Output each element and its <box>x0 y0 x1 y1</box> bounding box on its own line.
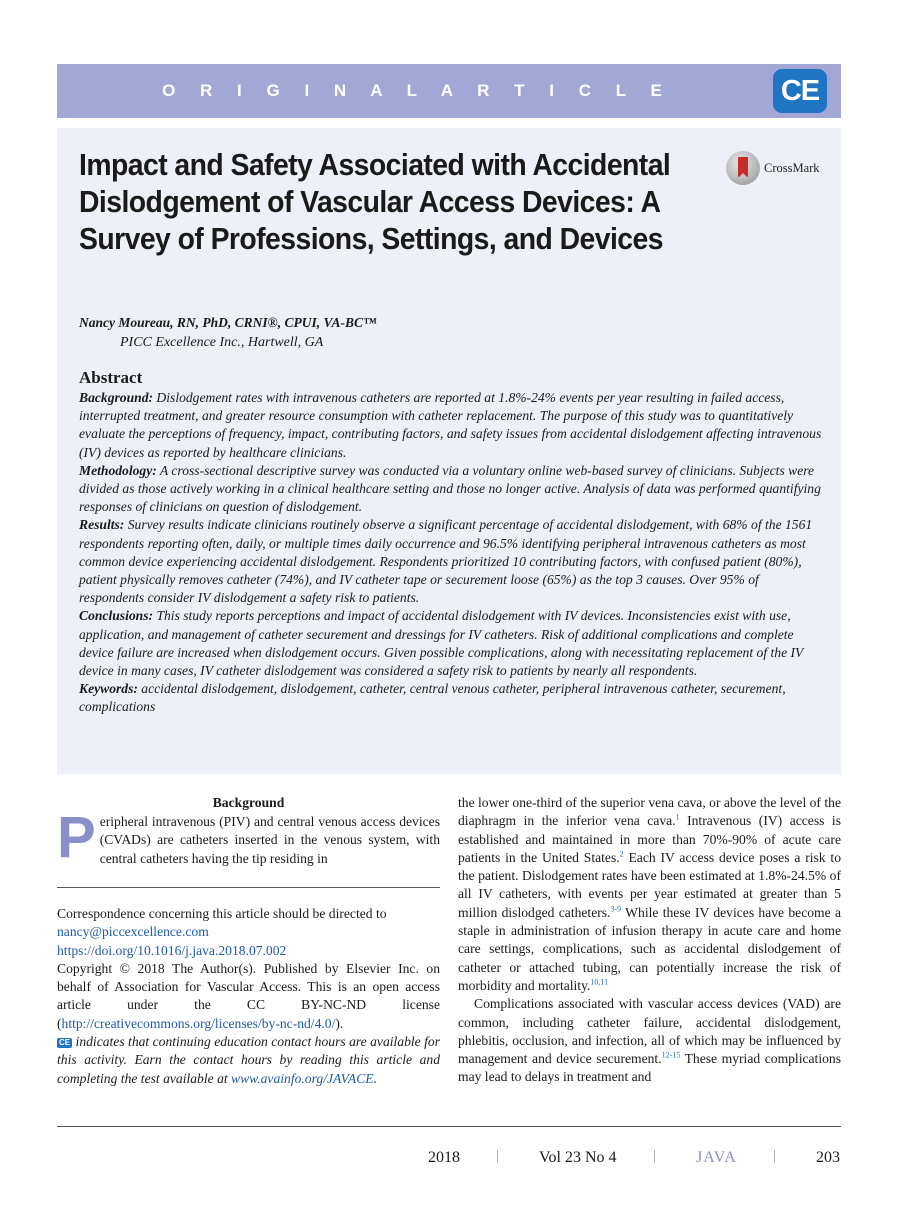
abstract-background-label: Background: <box>79 390 154 405</box>
abstract-methodology <box>79 462 825 517</box>
copyright-notice <box>57 960 440 1033</box>
ce-test-link[interactable]: www.avainfo.org/JAVACE <box>231 1070 374 1086</box>
body-text: Intravenous (IV) access is established and maintained in more than 70%-90% of acute care patients in the United States. <box>458 813 841 865</box>
abstract-conclusions-label: Conclusions: <box>79 608 154 624</box>
author-email-link[interactable]: nancy@piccexcellence.com <box>57 924 209 940</box>
section-label: O R I G I N A L A R T I C L E <box>162 81 672 100</box>
abstract-background <box>79 389 825 462</box>
section-banner <box>57 64 841 118</box>
reference-link[interactable]: 3-9 <box>610 904 622 914</box>
footnote-divider <box>57 887 440 888</box>
abstract-body <box>79 389 825 717</box>
author-name: Nancy Moureau, RN, PhD, CRNI®, CPUI, VA-BC™ <box>79 315 377 330</box>
reference-link[interactable]: 2 <box>619 849 624 859</box>
body-paragraph-1-text: eripheral intravenous (PIV) and central venous access devices (CVADs) are catheters inserted in the venous system, with central catheters having the tip residing in <box>99 814 440 866</box>
page-number: 203 <box>816 1149 840 1166</box>
copyright-close: ). <box>335 1015 344 1031</box>
body-paragraph-2 <box>458 995 841 1086</box>
crossmark-button[interactable] <box>726 151 836 187</box>
footer-separator <box>774 1150 775 1163</box>
footer-separator <box>497 1150 498 1163</box>
ce-mini-icon: CE <box>59 1038 71 1048</box>
body-text: Complications associated with vascular access devices (VAD) are common, including catheter failure, accidental dislodgement, phlebitis, occlusion, and infection, all of which may be influenced by management and device securement. <box>458 996 841 1067</box>
reference-link[interactable]: 10,11 <box>590 977 609 987</box>
abstract-background-text: Dislodgement rates with intravenous catheters are reported at 1.8%-24% events per year resulting in failed access, interrupted treatment, and greater resource consumption with catheter replacement. The purpose of this study was to quantitatively evaluate the perceptions of frequency, impact, contributing factors, and safety issues from accidental dislodgement affecting intravenous (IV) devices as reported by healthcare clinicians. <box>79 390 822 460</box>
abstract-methodology-text: A cross-sectional descriptive survey was conducted via a voluntary online web-based survey of clinicians. Subjects were divided as those actively working in a clinical healthcare setting and those no longer active. Analysis of data was performed quantifying responses of clinicians on question of dislodgement. <box>79 462 821 515</box>
abstract-results-text: Survey results indicate clinicians routinely observe a significant percentage of accidental dislodgement, with 68% of the 1561 respondents reporting often, daily, or multiple times daily occurrence and 96.5% identifying peripheral intravenous catheters as most common device experiencing accidental dislodgement. Respondents prioritized 10 contributing factors, with confused patient (80%), patient physically removes catheter (74%), and IV catheter tape or securement loose (65%) as the top 3 causes. Over 95% of respondents consider IV dislodgement a safety risk to patients. <box>79 517 813 606</box>
reference-link[interactable]: 12-15 <box>661 1050 681 1060</box>
article-title: Impact and Safety Associated with Accidental Dislodgement of Vascular Access Devices: A Survey of Professions, Settings, and Devices <box>79 148 671 256</box>
background-heading: Background <box>212 795 285 810</box>
body-text: These myriad complications may lead to delays in treatment and <box>458 1051 841 1085</box>
body-paragraph-1-cont <box>458 794 841 995</box>
abstract-keywords <box>79 680 825 716</box>
crossmark-label: CrossMark <box>764 161 820 175</box>
dropcap-letter: P <box>57 805 96 870</box>
copyright-text: Copyright © 2018 The Author(s). Published by Elsevier Inc. on behalf of Association for Vascular Access. This is an open access article under the CC BY-NC-ND license ( <box>57 960 440 1031</box>
footer-volume: Vol 23 No 4 <box>539 1149 617 1166</box>
correspondence-block <box>57 905 440 1088</box>
correspondence-line: Correspondence concerning this article should be directed to <box>57 906 387 921</box>
abstract-keywords-label: Keywords: <box>79 681 138 697</box>
ce-badge-icon: CE <box>773 69 827 113</box>
footer-rule <box>57 1126 841 1127</box>
ce-note <box>57 1033 440 1088</box>
abstract-methodology-label: Methodology: <box>79 462 157 478</box>
footer-separator <box>654 1150 655 1163</box>
ce-note-text: indicates that continuing education contact hours are available for this activity. Earn the contact hours by reading this article and completing the test available at <box>57 1034 440 1086</box>
abstract-results-label: Results: <box>79 517 125 533</box>
author-affiliation: PICC Excellence Inc., Hartwell, GA <box>120 335 324 350</box>
doi-link[interactable]: https://doi.org/10.1016/j.java.2018.07.002 <box>57 942 287 958</box>
body-text: Each IV access device poses a risk to the patient. Dislodgement rates have been estimated at 1.8%-24.5% of all IV catheters, with events per year estimated at greater than 5 million dislodged catheters. <box>458 849 841 920</box>
license-link[interactable]: http://creativecommons.org/licenses/by-nc-nd/4.0/ <box>61 1015 336 1031</box>
body-right-column <box>458 794 841 1087</box>
ce-note-end: . <box>373 1070 378 1086</box>
body-left-column <box>57 794 440 868</box>
body-text: the lower one-third of the superior vena cava, or above the level of the diaphragm in the inferior vena cava. <box>458 795 841 829</box>
abstract-conclusions-text: This study reports perceptions and impact of accidental dislodgement with IV devices. Inconsistencies exist with use, application, and management of catheter securement and dressings for IV catheters. Risk of additional complications and complete device failure are increased when dislodgement occurs. Given possible complications, along with necessitating replacement of the IV device in many cases, IV catheter dislodgement was considered a safety risk to patients by nearly all respondents. <box>79 608 804 679</box>
footer-year: 2018 <box>428 1149 460 1166</box>
abstract-conclusions <box>79 607 825 680</box>
abstract-heading: Abstract <box>79 368 143 387</box>
body-paragraph-1 <box>57 805 440 870</box>
reference-link[interactable]: 1 <box>675 812 680 822</box>
abstract-results <box>79 516 825 607</box>
footer-journal: JAVA <box>696 1149 737 1166</box>
body-text: While these IV devices have become a staple in administration of infusion therapy in acute care and home care settings, complications, such as accidental dislodgement of catheter or attached tubing, can potentially increase the risk of morbidity and mortality. <box>458 904 841 993</box>
crossmark-icon <box>726 151 760 185</box>
abstract-keywords-text: accidental dislodgement, dislodgement, catheter, central venous catheter, peripheral intravenous catheter, securement, complications <box>79 681 786 715</box>
